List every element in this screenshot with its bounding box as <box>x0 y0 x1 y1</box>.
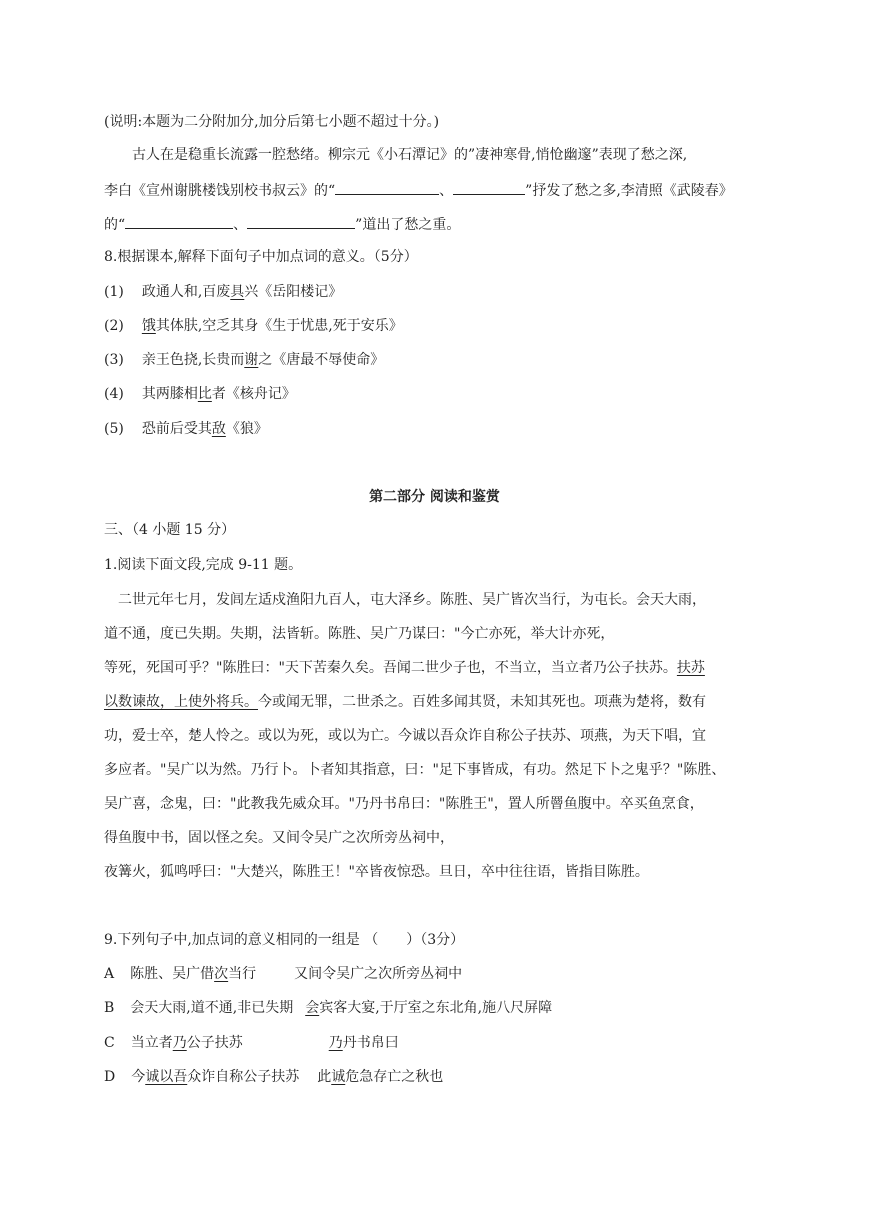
q8-item-text: 兴《岳阳楼记》 <box>244 284 343 300</box>
q8-dotted-word: 饿 <box>141 318 156 334</box>
q9-option-text: 会天大雨,道不通,非已失期 <box>130 1000 294 1016</box>
q8-item-number: (5) <box>104 421 124 437</box>
q8-item-text: 者《核舟记》 <box>211 386 296 402</box>
passage-line-3 <box>104 658 705 678</box>
q7-blank-3[interactable] <box>125 213 233 229</box>
q7-line3 <box>104 213 460 235</box>
q9-dotted-word: 诚 <box>331 1069 346 1085</box>
q7-line3-prefix: 的“ <box>104 217 126 233</box>
passage-underlined-text: 扶苏 <box>676 660 705 676</box>
q7-blank-2[interactable] <box>453 179 525 195</box>
passage-line-9: 夜篝火，狐鸣呼曰："大楚兴，陈胜王！"卒皆夜惊恐。旦日，卒中往往语，皆指目陈胜。 <box>104 864 649 880</box>
q9-option-c[interactable] <box>104 1033 399 1053</box>
q7-separator: 、 <box>439 183 454 199</box>
q7-line2-suffix: ”抒发了愁之多,李清照《武陵春》 <box>525 183 733 199</box>
part2-heading: 第二部分 阅读和鉴赏 <box>369 489 500 505</box>
q9-option-letter: D <box>104 1069 116 1085</box>
q7-blank-4[interactable] <box>247 213 355 229</box>
q7-line3-suffix: ”道出了愁之重。 <box>355 217 461 233</box>
q9-option-text: 今 <box>131 1069 146 1085</box>
q9-option-text: 又间令吴广之次所旁丛祠中 <box>294 966 463 982</box>
passage-text: 等死，死国可乎？"陈胜曰："天下苦秦久矣。吾闻二世少子也，不当立，当立者乃公子扶苏。 <box>104 660 677 676</box>
q9-option-text: 公子扶苏 <box>186 1035 243 1051</box>
q9-option-text: 众诈自称公子扶苏 <box>187 1069 300 1085</box>
q7-blank-1[interactable] <box>335 179 439 195</box>
q9-option-text: 当立者 <box>130 1035 173 1051</box>
passage-line-1: 二世元年七月，发闾左适戍渔阳九百人，屯大泽乡。陈胜、吴广皆次当行，为屯长。会天大雨， <box>118 592 706 608</box>
q8-item-text: 亲王色挠,长贵而 <box>141 352 245 368</box>
q9-option-text: 丹书帛曰 <box>342 1035 399 1051</box>
q9-dotted-word: 诚以吾 <box>145 1069 188 1085</box>
q7-line2-prefix: 李白《宣州谢朓楼饯别校书叔云》的“ <box>104 183 336 199</box>
q8-item-3 <box>104 350 384 370</box>
q9-option-text: 宾客大宴,于厅室之东北角,施八尺屏障 <box>319 1000 553 1016</box>
passage-line-7: 吴广喜，念鬼，曰："此教我先威众耳。"乃丹书帛曰："陈胜王"，置人所罾鱼腹中。卒买鱼烹食， <box>104 796 704 812</box>
passage-underlined-text: 以数谏故，上使外将兵。 <box>104 694 258 710</box>
q8-item-number: (4) <box>104 386 124 402</box>
q8-item-text: 其两膝相 <box>141 386 198 402</box>
q9-option-a[interactable] <box>104 964 462 984</box>
q9-dotted-word: 乃 <box>328 1035 343 1051</box>
q8-dotted-word: 比 <box>197 386 212 402</box>
q9-title: 9.下列句子中,加点词的意义相同的一组是 （ ）（3分） <box>104 932 465 948</box>
q7-line2 <box>104 179 733 201</box>
q8-dotted-word: 谢 <box>244 352 259 368</box>
q8-item-4 <box>104 384 296 404</box>
q7-line1: 古人在是稳重长流露一腔愁绪。柳宗元《小石潭记》的”凄神寒骨,悄怆幽邃”表现了愁之深, <box>132 147 688 163</box>
q8-title: 8.根据课本,解释下面句子中加点词的意义。（5分） <box>104 249 418 265</box>
q8-item-text: 之《唐最不辱使命》 <box>258 352 385 368</box>
q9-option-text: 危急存亡之秋也 <box>345 1069 444 1085</box>
section-three-title: 三、（4 小题 15 分） <box>104 522 236 538</box>
q9-option-text: 陈胜、吴广借 <box>130 966 215 982</box>
q9-option-text: 当行 <box>228 966 257 982</box>
q9-option-letter: A <box>104 966 115 982</box>
q9-option-b[interactable] <box>104 998 552 1018</box>
q8-item-2 <box>104 316 403 336</box>
q8-dotted-word: 敌 <box>211 421 226 437</box>
q9-option-text: 此 <box>317 1069 332 1085</box>
q8-item-text: 《狼》 <box>225 421 268 437</box>
q9-dotted-word: 次 <box>214 966 229 982</box>
q8-item-text: 其体肤,空乏其身《生于忧患,死于安乐》 <box>155 318 403 334</box>
passage-line-4 <box>104 692 706 712</box>
q9-option-letter: B <box>104 1000 115 1016</box>
note-text: (说明:本题为二分附加分,加分后第七小题不超过十分。) <box>104 114 440 130</box>
passage-line-6: 多应者。"吴广以为然。乃行卜。卜者知其指意，曰："足下事皆成，有功。然足下卜之鬼乎？"陈胜、 <box>104 762 726 778</box>
q8-item-5 <box>104 419 268 439</box>
q8-item-number: (3) <box>104 352 124 368</box>
q8-item-number: (1) <box>104 284 124 300</box>
passage-line-8: 得鱼腹中书，固以怪之矣。又间令吴广之次所旁丛祠中， <box>104 830 454 846</box>
passage-intro: 1.阅读下面文段,完成 9-11 题。 <box>104 557 303 573</box>
q9-dotted-word: 乃 <box>172 1035 187 1051</box>
q9-dotted-word: 会 <box>305 1000 320 1016</box>
q8-item-number: (2) <box>104 318 124 334</box>
q8-item-text: 恐前后受其 <box>141 421 212 437</box>
passage-line-2: 道不通，度已失期。失期，法皆斩。陈胜、吴广乃谋曰："今亡亦死，举大计亦死， <box>104 626 615 642</box>
q7-separator-2: 、 <box>233 217 248 233</box>
q8-dotted-word: 具 <box>230 284 245 300</box>
q9-option-letter: C <box>104 1035 115 1051</box>
passage-line-5: 功，爱士卒，楚人怜之。或以为死，或以为亡。今诚以吾众诈自称公子扶苏、项燕，为天下唱，宜 <box>104 728 706 744</box>
q8-item-text: 政通人和,百废 <box>141 284 231 300</box>
passage-text: 今或闻无罪，二世杀之。百姓多闻其贤，未知其死也。项燕为楚将，数有 <box>258 694 706 710</box>
q9-option-d[interactable] <box>104 1067 443 1087</box>
q8-item-1 <box>104 282 342 302</box>
